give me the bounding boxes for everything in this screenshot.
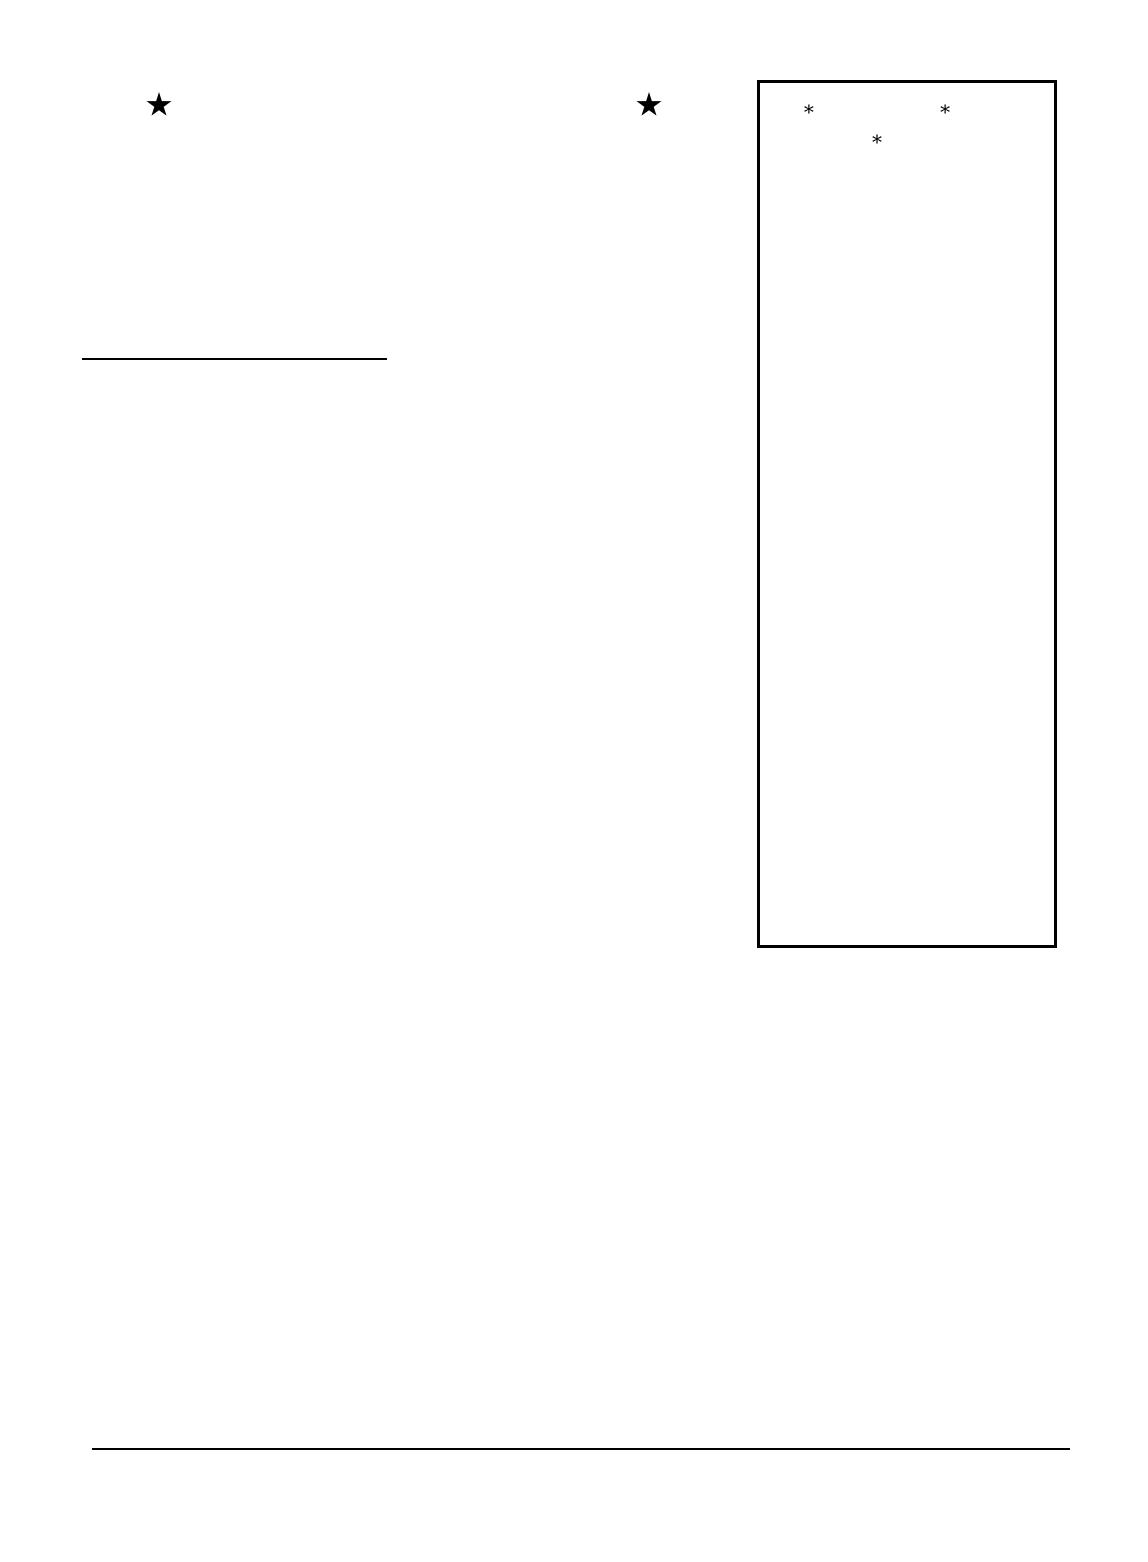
article-title bbox=[230, 82, 620, 128]
asterisk-divider: * * * bbox=[803, 100, 1011, 154]
middle-column bbox=[415, 140, 735, 1440]
star-icon bbox=[636, 92, 662, 118]
footer-rule bbox=[92, 1448, 1070, 1450]
star-icon bbox=[146, 92, 172, 118]
sidebar-box bbox=[757, 80, 1057, 948]
left-column bbox=[82, 140, 387, 350]
column-end-rule bbox=[82, 358, 387, 360]
right-lower-column bbox=[755, 965, 1065, 1440]
